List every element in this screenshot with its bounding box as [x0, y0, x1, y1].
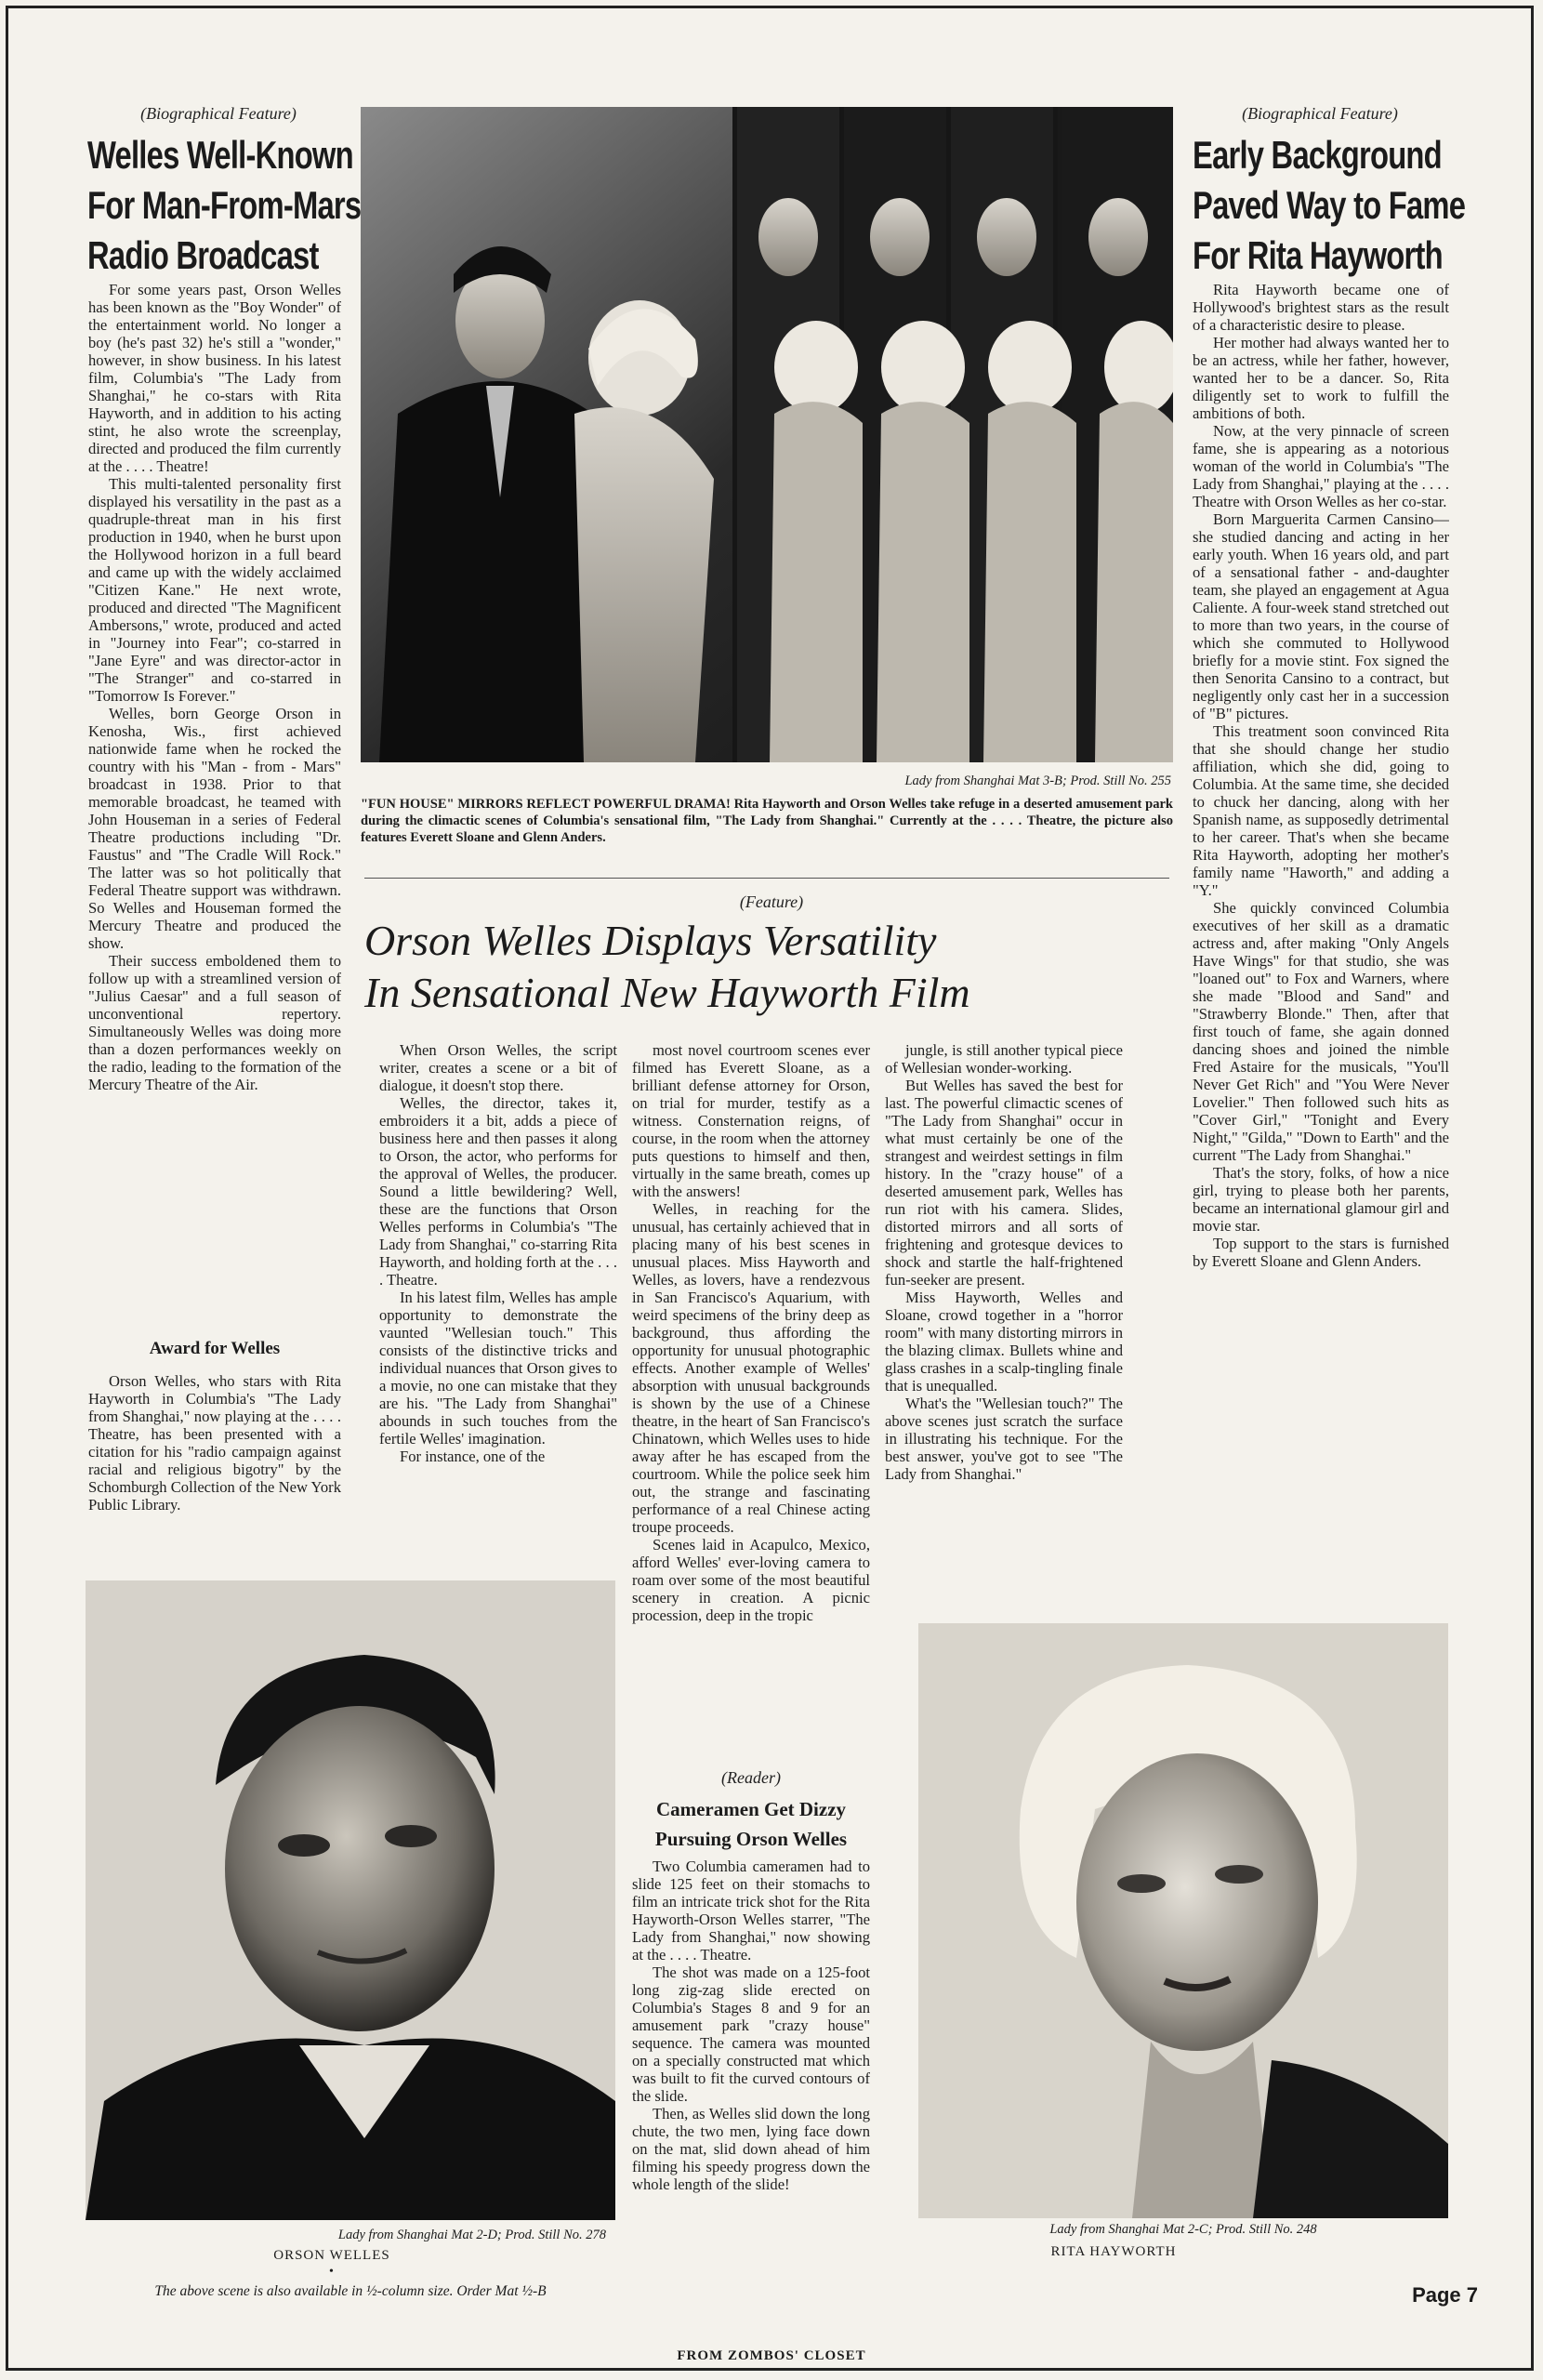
welles-portrait [86, 1580, 615, 2220]
right-headline: Early Background Paved Way to Fame For Rita Hayworth [1193, 133, 1466, 277]
welles-credit: Lady from Shanghai Mat 2-D; Prod. Still No. 278 [337, 2228, 606, 2242]
reader-article-paragraph: Two Columbia cameramen had to slide 125 feet on their stomachs to film an intricate trick shot for the Rita Hayworth-Orson Welles starrer, "The Lady from Shanghai," now showing at the . . . . Theatre. [632, 1858, 870, 1964]
center-article-paragraph: most novel courtroom scenes ever filmed has Everett Sloane, as a brilliant defense attorney for Orson, on trial for murder, testify as a witness. Consternation reigns, of course, in the room when the attorney puts questions to himself and then, virtually in the same breath, comes up with the answers! [632, 1041, 870, 1200]
center-article-paragraph: Welles, in reaching for the unusual, has certainly achieved that in placing many of his best scenes in unusual places. Miss Hayworth and Welles, as lovers, have a rendezvous in San Francisco's Aquarium, with weird specimens of the briny deep as background, thus affording the opportunity for unusual photographic effects. Another example of Welles' absorption with unusual backgrounds is shown by the use of a Chinese theatre, in the heart of San Francisco's Chinatown, which Welles uses to hide away after he has escaped from the courtroom. While the police seek him out, the strange and fascinating performance of a real Chinese acting troupe proceeds. [632, 1200, 870, 1536]
hayworth-name: RITA HAYWORTH [1050, 2244, 1177, 2259]
reader-article-paragraph: The shot was made on a 125-foot long zig-zag slide erected on Columbia's Stages 8 and 9 for an amusement park "crazy house" sequence. The camera was mounted on a specially constructed mat which was built to fit the curved contours of the slide. [632, 1964, 870, 2105]
right-article-paragraph: Her mother had always wanted her to be an actress, while her father, however, wanted her to be a dancer. So, Rita diligently set to work to fulfill the ambitions of both. [1193, 334, 1449, 422]
reader-kicker: (Reader) [721, 1768, 781, 1787]
center-article-paragraph: Miss Hayworth, Welles and Sloane, crowd together in a "horror room" with many distorting mirrors in the blazing climax. Bullets whine and glass crashes in a scalp-tingling finale that is unequalled. [885, 1289, 1123, 1395]
left-article-paragraph: For some years past, Orson Welles has been known as the "Boy Wonder" of the entertainment world. No longer a boy (he's past 32) he's still a "wonder," however, in show business. In his latest film, Columbia's "The Lady from Shanghai," he co-stars with Rita Hayworth, and in addition to his acting stint, he also wrote the screenplay, directed and produced the film currently at the . . . . Theatre! [88, 281, 341, 475]
center-article-paragraph: When Orson Welles, the script writer, creates a scene or a bit of dialogue, it doesn't stop there. [379, 1041, 617, 1094]
center-col-3 [885, 1041, 1123, 1590]
left-article-paragraph: This multi-talented personality first displayed his versatility in the past as a quadruple-threat man in his first production in 1940, when he burst upon the Hollywood horizon in a full beard and came up with the widely acclaimed "Citizen Kane." He next wrote, produced and directed "The Magnificent Ambersons," wrote, produced and acted in "Journey into Fear"; co-starred in "Jane Eyre" and was director-actor in "The Stranger" and co-starred in "Tomorrow Is Forever." [88, 475, 341, 705]
center-article-paragraph: What's the "Wellesian touch?" The above scenes just scratch the surface in illustrating his technique. For the best answer, you've got to see "The Lady from Shanghai." [885, 1395, 1123, 1483]
left-kicker: (Biographical Feature) [140, 104, 297, 123]
award-text: Orson Welles, who stars with Rita Hayworth in Columbia's "The Lady from Shanghai," now playing at the . . . . Theatre, has been presented with a citation for his "radio campaign against racial and religious bigotry" by the Schomburgh Collection of the New York Public Library. [88, 1372, 341, 1514]
center-article-paragraph: For instance, one of the [400, 1448, 546, 1465]
welles-note: The above scene is also available in ½-column size. Order Mat ½-B [154, 2283, 547, 2299]
center-col-2 [632, 1041, 870, 1734]
reader-headline-line2: Pursuing Orson Welles [654, 1828, 848, 1850]
left-article-body [88, 281, 341, 1303]
right-article-body [1193, 281, 1449, 1592]
right-article-paragraph: Now, at the very pinnacle of screen fame, she is appearing as a notorious woman of the world in Columbia's "The Lady from Shanghai," playing at the . . . . Theatre with Orson Welles as her co-star. [1193, 422, 1449, 510]
fun-house-photo-art [361, 107, 1173, 762]
right-article-paragraph: That's the story, folks, of how a nice girl, trying to please both her parents, became an international glamour girl and movie star. [1193, 1164, 1449, 1235]
reader-headline [632, 1794, 870, 1854]
center-article-paragraph: jungle, is still another typical piece of Wellesian wonder-working. [885, 1041, 1123, 1077]
award-heading: Award for Welles [149, 1339, 281, 1358]
center-article-paragraph: In his latest film, Welles has ample opportunity to demonstrate the vaunted "Wellesian touch." This consists of the distinctive tricks and individual nuances that Orson gives to a movie, no one can mistake that they are his. "The Lady from Shanghai" abounds in such touches from the fertile Welles' imagination. [379, 1289, 617, 1448]
hayworth-portrait-art [918, 1623, 1448, 2218]
reader-article-paragraph: Then, as Welles slid down the long chute, the two men, lying face down on the mat, slid down ahead of him filming his speedy progress down the whole length of the slide! [632, 2105, 870, 2193]
welles-name: ORSON WELLES [273, 2248, 390, 2263]
welles-bullet: • [329, 2265, 335, 2279]
right-article-paragraph: Rita Hayworth became one of Hollywood's brightest stars as the result of a characteristic desire to please. [1193, 281, 1449, 334]
right-kicker: (Biographical Feature) [1242, 104, 1398, 123]
fun-house-photo [361, 107, 1173, 762]
center-article-paragraph: Scenes laid in Acapulco, Mexico, afford Welles' ever-loving camera to roam over some of the most beautiful scenery in creation. A picnic procession, deep in the tropic [632, 1536, 870, 1624]
hayworth-portrait [918, 1623, 1448, 2218]
center-headline-line2: In Sensational New Hayworth Film [364, 969, 970, 1016]
center-col-1 [379, 1041, 617, 1548]
page-number: Page 7 [1412, 2283, 1478, 2307]
fun-house-caption: "FUN HOUSE" MIRRORS REFLECT POWERFUL DRAMA! Rita Hayworth and Orson Welles take refuge in a deserted amusement park during the climactic scenes of Columbia's sensational film, "The Lady from Shanghai." Currently at the . . . . Theatre, the picture also features Everett Sloane and Glenn Anders. [361, 797, 1173, 845]
right-article-paragraph: Top support to the stars is furnished by Everett Sloane and Glenn Anders. [1193, 1235, 1449, 1270]
center-article-paragraph: But Welles has saved the best for last. The powerful climactic scenes of "The Lady from Shanghai" occur in what must certainly be one of the strangest and weirdest settings in film history. In the "crazy house" of a deserted amusement park, Welles has run riot with his camera. Slides, distorted mirrors and all sorts of frightening and grotesque devices to shock and startle the half-frightened fun-seeker are present. [885, 1077, 1123, 1289]
center-kicker: (Feature) [739, 892, 804, 911]
footer-stamp: FROM ZOMBOS' CLOSET [677, 2348, 866, 2363]
reader-article-body [632, 1858, 870, 2304]
right-article-paragraph: Born Marguerita Carmen Cansino—she studied dancing and acting in her early youth. When 16 years old, and part of a sensational father - and-daughter team, she played an engagement at Agua Caliente. A four-week stand stretched out to more than two years, in the course of which she commuted to Hollywood briefly for a movie stint. Fox signed the then Senorita Cansino to a contract, but negligently only cast her in a succession of "B" pictures. [1193, 510, 1449, 722]
left-article-paragraph: Their success emboldened them to follow up with a streamlined version of "Julius Caesar" and a full season of unconventional repertory. Simultaneously Welles was doing more than a dozen performances weekly on the radio, leading to the formation of the Mercury Theatre of the Air. [88, 952, 341, 1093]
award-body [88, 1372, 341, 1554]
fun-house-credit: Lady from Shanghai Mat 3-B; Prod. Still No. 255 [904, 774, 1171, 788]
left-article-paragraph: Welles, born George Orson in Kenosha, Wis., first achieved nationwide fame when he rocked the country with his "Man - from - Mars" broadcast in 1938. Prior to that memorable broadcast, he teamed with John Houseman in a series of Federal Theatre productions including "Dr. Faustus" and "The Cradle Will Rock." The latter was so hot politically that Federal Theatre support was withdrawn. So Welles and Houseman formed the Mercury Theatre and produced the show. [88, 705, 341, 952]
hayworth-credit: Lady from Shanghai Mat 2-C; Prod. Still No. 248 [1049, 2222, 1317, 2237]
divider-rule [364, 878, 1169, 879]
right-article-paragraph: She quickly convinced Columbia executives of her skill as a dramatic actress and, after making "Only Angels Have Wings" for that studio, she was "loaned out" to Fox and Warners, where she made "Blood and Sand" and "Strawberry Blonde." Then, after that first touch of fame, she again donned dancing shoes and joined the nimble Fred Astaire for the musicals, "You'll Never Get Rich" and "You Were Never Lovelier." Then followed such hits as "Cover Girl," "Tonight and Every Night," "Gilda," "Down to Earth" and the current "The Lady from Shanghai." [1193, 899, 1449, 1164]
center-article-paragraph: Welles, the director, takes it, embroiders it a bit, adds a piece of business here and then passes it along to Orson, the actor, who performs for the approval of Welles, the producer. Sound a little bewildering? Well, these are the functions that Orson Welles performs in Columbia's "The Lady from Shanghai," co-starring Rita Hayworth, and holding forth at the . . . . Theatre. [379, 1094, 617, 1289]
center-headline [364, 915, 1173, 1019]
left-headline: Welles Well-Known For Man-From-Mars Radio Broadcast [87, 133, 362, 277]
right-article-paragraph: This treatment soon convinced Rita that she should change her studio affiliation, which she did, going to Columbia. At the same time, she decided to chuck her dancing, along with her Spanish name, as supposedly detrimental to her career. That's when she became Rita Hayworth, adopting her mother's family name "Haworth," and adding a "Y." [1193, 722, 1449, 899]
welles-portrait-art [86, 1580, 615, 2220]
center-headline-line1: Orson Welles Displays Versatility [364, 917, 937, 964]
reader-headline-line1: Cameramen Get Dizzy [655, 1798, 847, 1820]
